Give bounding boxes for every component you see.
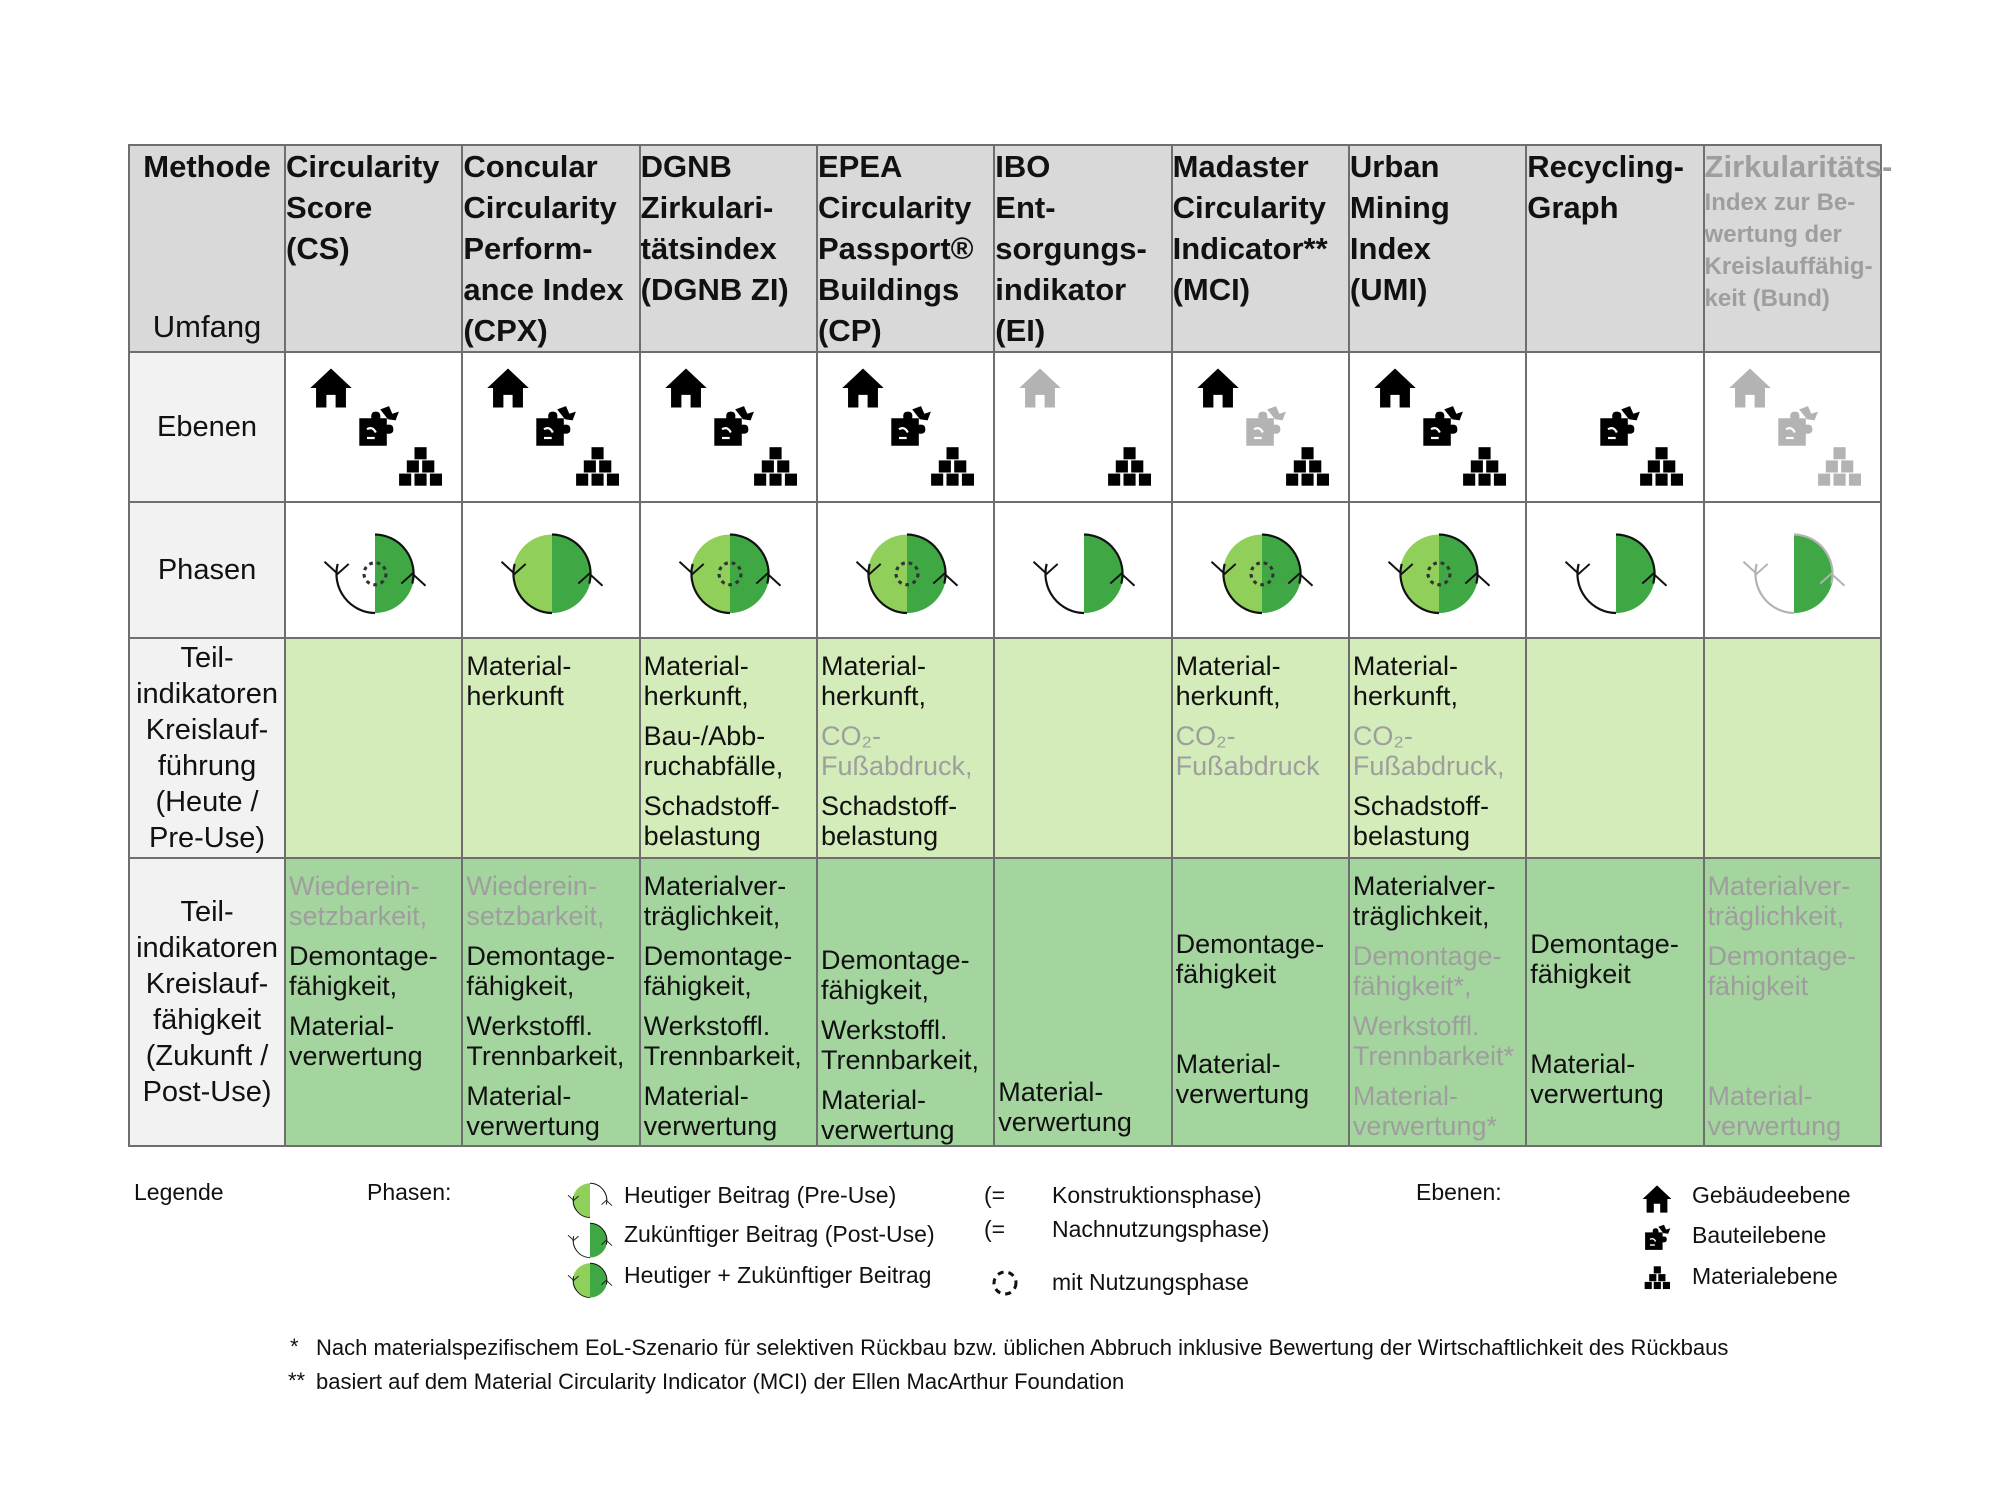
phase-cell xyxy=(462,502,639,638)
puzzle-icon xyxy=(711,405,755,454)
puzzle-icon xyxy=(1420,405,1464,454)
method-header: DGNB Zirkulari- tätsindex (DGNB ZI) xyxy=(640,145,817,352)
phase-cell xyxy=(640,502,817,638)
indicator-text: Material- xyxy=(643,1081,749,1111)
indicator-text: verwertung xyxy=(1175,1079,1310,1109)
indicator-text: herkunft, xyxy=(1352,681,1458,711)
level-cell xyxy=(1704,352,1881,502)
indicator-text: Materialver- xyxy=(1707,871,1851,901)
legend-eq: (= xyxy=(984,1216,1006,1242)
indicator-text: CO₂- xyxy=(1175,721,1236,751)
indicator-list xyxy=(1173,859,1348,1215)
legend-gebaeude: Gebäudeebene xyxy=(1692,1182,1851,1208)
indicator-cell xyxy=(285,858,462,1146)
method-header: Circularity Score (CS) xyxy=(285,145,462,352)
indicator-text: Material- xyxy=(466,1081,572,1111)
level-cell xyxy=(817,352,994,502)
legend-phasen-label: Phasen: xyxy=(367,1179,452,1205)
material-stack-icon xyxy=(398,445,442,494)
footnote-1: Nach materialspezifischem EoL-Szenario für selektiven Rückbau bzw. üblichen Abbruch inklusive Bewertung der Wirtschaftlichkeit des Rückbaus xyxy=(316,1335,1729,1360)
indicator-text: Trennbarkeit, xyxy=(466,1041,625,1071)
indicator-text: Demontage- xyxy=(1530,929,1679,959)
indicator-text: belastung xyxy=(1352,821,1471,851)
indicator-text: Trennbarkeit, xyxy=(643,1041,802,1071)
indicator-cell xyxy=(1349,638,1526,858)
indicator-text: fähigkeit, xyxy=(466,971,575,1001)
puzzle-icon xyxy=(1243,405,1287,454)
teilindikatoren-pre-row xyxy=(129,638,1881,858)
level-cell xyxy=(994,352,1171,502)
indicator-text: verwertung xyxy=(643,1111,778,1141)
indicator-text: herkunft, xyxy=(820,681,927,711)
indicator-text: verwertung xyxy=(289,1041,423,1071)
indicator-text: Schadstoff- xyxy=(820,791,958,821)
legend-both: Heutiger + Zukünftiger Beitrag xyxy=(624,1262,932,1288)
indicator-text: Demontage- xyxy=(1175,929,1325,959)
indicator-text: Material- xyxy=(820,651,927,681)
indicator-text: Material- xyxy=(998,1077,1104,1107)
level-cell xyxy=(462,352,639,502)
puzzle-icon xyxy=(356,405,400,454)
indicator-cell xyxy=(817,638,994,858)
legend-eq: (= xyxy=(984,1182,1006,1208)
indicator-cell xyxy=(1349,858,1526,1146)
indicator-text: träglichkeit, xyxy=(1707,901,1845,931)
legend-nutzung: mit Nutzungsphase xyxy=(1052,1269,1249,1295)
method-header: EPEA Circularity Passport® Buildings (CP) xyxy=(817,145,994,352)
indicator-list xyxy=(286,859,461,1157)
house-icon xyxy=(308,365,354,416)
phase-cell xyxy=(285,502,462,638)
footnote-star: * xyxy=(290,1334,299,1359)
house-icon xyxy=(840,365,886,416)
indicator-text: Demontage- xyxy=(1707,941,1857,971)
house-icon xyxy=(1727,365,1773,416)
material-stack-icon xyxy=(1644,1265,1670,1296)
legend-konstruktion: Konstruktionsphase) xyxy=(1052,1182,1262,1208)
indicator-cell xyxy=(994,638,1171,858)
phase-cell xyxy=(994,502,1171,638)
puzzle-icon xyxy=(1643,1224,1671,1257)
row-label: Teil- indikatoren Kreislauf- fähigkeit (Zukunft / Post-Use) xyxy=(129,858,285,1146)
material-stack-icon xyxy=(1285,445,1329,494)
indicator-text: verwertung xyxy=(998,1107,1132,1137)
indicator-cell xyxy=(1526,638,1703,858)
indicator-text: Demontage- xyxy=(289,941,438,971)
indicator-text: Demontage- xyxy=(643,941,793,971)
indicator-text: Materialver- xyxy=(643,871,787,901)
indicator-text: belastung xyxy=(643,821,761,851)
indicator-list xyxy=(1705,639,1880,869)
indicator-text: Trennbarkeit, xyxy=(820,1045,980,1075)
puzzle-icon xyxy=(1775,405,1819,454)
house-icon xyxy=(1195,365,1241,416)
indicator-text: träglichkeit, xyxy=(643,901,781,931)
indicator-list xyxy=(463,639,638,869)
indicator-cell xyxy=(1704,858,1881,1146)
footnote-star: ** xyxy=(288,1368,306,1393)
puzzle-icon xyxy=(533,405,577,454)
indicator-text: Material- xyxy=(466,651,572,681)
level-cell xyxy=(1526,352,1703,502)
method-header: Madaster Circularity Indicator** (MCI) xyxy=(1172,145,1349,352)
indicator-list xyxy=(818,859,993,1231)
indicator-cell xyxy=(817,858,994,1146)
indicator-text: Demontage- xyxy=(1352,941,1502,971)
indicator-text: Trennbarkeit* xyxy=(1352,1041,1514,1071)
legend-material: Materialebene xyxy=(1692,1263,1838,1289)
indicator-text: verwertung xyxy=(1530,1079,1664,1109)
indicator-text: verwertung xyxy=(1707,1111,1842,1141)
indicator-cell xyxy=(1704,638,1881,858)
phase-both-icon xyxy=(566,1260,614,1306)
indicator-text: Demontage- xyxy=(820,945,970,975)
cycle-icon xyxy=(990,1268,1020,1303)
house-icon xyxy=(1372,365,1418,416)
indicator-text: Bau-/Abb- xyxy=(643,721,766,751)
phase-cell xyxy=(1349,502,1526,638)
indicator-text: Material- xyxy=(1352,1081,1458,1111)
indicator-list xyxy=(1705,859,1880,1157)
methode-header: Methode Umfang xyxy=(129,145,285,352)
material-stack-icon xyxy=(1107,445,1151,494)
material-stack-icon xyxy=(930,445,974,494)
indicator-cell xyxy=(640,858,817,1146)
puzzle-icon xyxy=(888,405,932,454)
phase-cell xyxy=(1704,502,1881,638)
indicator-cell xyxy=(1172,858,1349,1146)
phase-pre-icon xyxy=(566,1180,614,1226)
indicator-text: Wiederein- xyxy=(466,871,597,901)
method-header: Recycling- Graph xyxy=(1526,145,1703,352)
legend-bauteil: Bauteilebene xyxy=(1692,1222,1827,1248)
indicator-text: Material- xyxy=(1530,1049,1636,1079)
indicator-text: Wiederein- xyxy=(289,871,420,901)
indicator-text: belastung xyxy=(820,821,939,851)
indicator-text: Material- xyxy=(643,651,749,681)
indicator-cell xyxy=(640,638,817,858)
indicator-text: Fußabdruck, xyxy=(1352,751,1505,781)
house-icon xyxy=(1641,1183,1673,1220)
indicator-cell xyxy=(1172,638,1349,858)
level-cell xyxy=(1172,352,1349,502)
level-cell xyxy=(640,352,817,502)
indicator-text: Werkstoffl. xyxy=(643,1011,771,1041)
indicator-text: CO₂- xyxy=(1352,721,1413,751)
indicator-text: Material- xyxy=(1175,651,1281,681)
indicator-list xyxy=(1527,859,1702,1215)
indicator-text: Fußabdruck, xyxy=(820,751,973,781)
indicator-cell xyxy=(462,858,639,1146)
method-header: Concular Circularity Perform- ance Index (CPX) xyxy=(462,145,639,352)
indicator-text: fähigkeit xyxy=(1530,959,1631,989)
indicator-text: ruchabfälle, xyxy=(643,751,784,781)
indicator-cell xyxy=(994,858,1171,1146)
indicator-list xyxy=(1527,639,1702,869)
footnote-2: basiert auf dem Material Circularity Indicator (MCI) der Ellen MacArthur Foundation xyxy=(316,1369,1125,1394)
legend-ebenen-label: Ebenen: xyxy=(1416,1179,1502,1205)
indicator-text: fähigkeit, xyxy=(820,975,930,1005)
indicator-text: Werkstoffl. xyxy=(1352,1011,1480,1041)
material-stack-icon xyxy=(1639,445,1683,494)
indicator-text: Werkstoffl. xyxy=(466,1011,593,1041)
material-stack-icon xyxy=(1817,445,1861,494)
legend-title: Legende xyxy=(134,1179,224,1205)
indicator-list xyxy=(995,639,1170,869)
indicator-text: herkunft xyxy=(466,681,564,711)
indicator-text: herkunft, xyxy=(643,681,749,711)
indicator-text: verwertung* xyxy=(1352,1111,1497,1141)
indicator-list xyxy=(818,639,993,869)
indicator-text: Material- xyxy=(820,1085,927,1115)
indicator-text: Material- xyxy=(1352,651,1458,681)
phase-cell xyxy=(817,502,994,638)
indicator-list xyxy=(463,859,638,1157)
material-stack-icon xyxy=(753,445,797,494)
indicator-text: Fußabdruck xyxy=(1175,751,1320,781)
level-cell xyxy=(1349,352,1526,502)
indicator-text: Material- xyxy=(1707,1081,1813,1111)
comparison-table xyxy=(128,144,1893,1147)
ebenen-row xyxy=(129,352,1881,502)
phasen-row xyxy=(129,502,1881,638)
teilindikatoren-post-row xyxy=(129,858,1881,1146)
row-label: Ebenen xyxy=(129,352,285,502)
indicator-cell xyxy=(462,638,639,858)
house-icon xyxy=(1017,365,1063,416)
phase-post-icon xyxy=(566,1220,614,1266)
indicator-list xyxy=(286,639,461,869)
indicator-text: fähigkeit xyxy=(1175,959,1277,989)
row-label: Teil- indikatoren Kreislauf- führung (Heute / Pre-Use) xyxy=(129,638,285,858)
indicator-text: CO₂- xyxy=(820,721,881,751)
indicator-text: fähigkeit*, xyxy=(1352,971,1472,1001)
indicator-text: Demontage- xyxy=(466,941,615,971)
indicator-text: fähigkeit xyxy=(1707,971,1809,1001)
phase-cell xyxy=(1526,502,1703,638)
house-icon xyxy=(485,365,531,416)
umfang-label: Umfang xyxy=(152,309,262,344)
indicator-list xyxy=(641,859,816,1157)
indicator-text: Werkstoffl. xyxy=(820,1015,948,1045)
method-header: Zirkularitäts- Index zur Be- wertung der Kreislauffähig- keit (Bund) xyxy=(1704,145,1881,352)
indicator-text: fähigkeit, xyxy=(289,971,398,1001)
indicator-list xyxy=(1350,639,1525,869)
indicator-text: Material- xyxy=(289,1011,395,1041)
indicator-text: träglichkeit, xyxy=(1352,901,1490,931)
legend-nachnutzung: Nachnutzungsphase) xyxy=(1052,1216,1270,1242)
indicator-text: Materialver- xyxy=(1352,871,1496,901)
level-cell xyxy=(285,352,462,502)
indicator-list xyxy=(1350,859,1525,1157)
house-icon xyxy=(663,365,709,416)
row-label: Phasen xyxy=(129,502,285,638)
legend-pre: Heutiger Beitrag (Pre-Use) xyxy=(624,1182,897,1208)
method-header: Urban Mining Index (UMI) xyxy=(1349,145,1526,352)
indicator-text: herkunft, xyxy=(1175,681,1281,711)
material-stack-icon xyxy=(575,445,619,494)
indicator-cell xyxy=(1526,858,1703,1146)
indicator-text: verwertung xyxy=(466,1111,600,1141)
indicator-text: Material- xyxy=(1175,1049,1281,1079)
indicator-text: Schadstoff- xyxy=(1352,791,1490,821)
indicator-cell xyxy=(285,638,462,858)
material-stack-icon xyxy=(1462,445,1506,494)
indicator-list xyxy=(641,639,816,869)
indicator-text: fähigkeit, xyxy=(643,971,752,1001)
indicator-text: setzbarkeit, xyxy=(466,901,605,931)
indicator-text: Schadstoff- xyxy=(643,791,780,821)
header-row xyxy=(129,145,1881,352)
puzzle-icon xyxy=(1597,405,1641,454)
indicator-text: verwertung xyxy=(820,1115,955,1145)
method-header: IBO Ent- sorgungs- indikator (EI) xyxy=(994,145,1171,352)
indicator-text: setzbarkeit, xyxy=(289,901,428,931)
indicator-list xyxy=(1173,639,1348,869)
legend-post: Zukünftiger Beitrag (Post-Use) xyxy=(624,1221,935,1247)
phase-cell xyxy=(1172,502,1349,638)
